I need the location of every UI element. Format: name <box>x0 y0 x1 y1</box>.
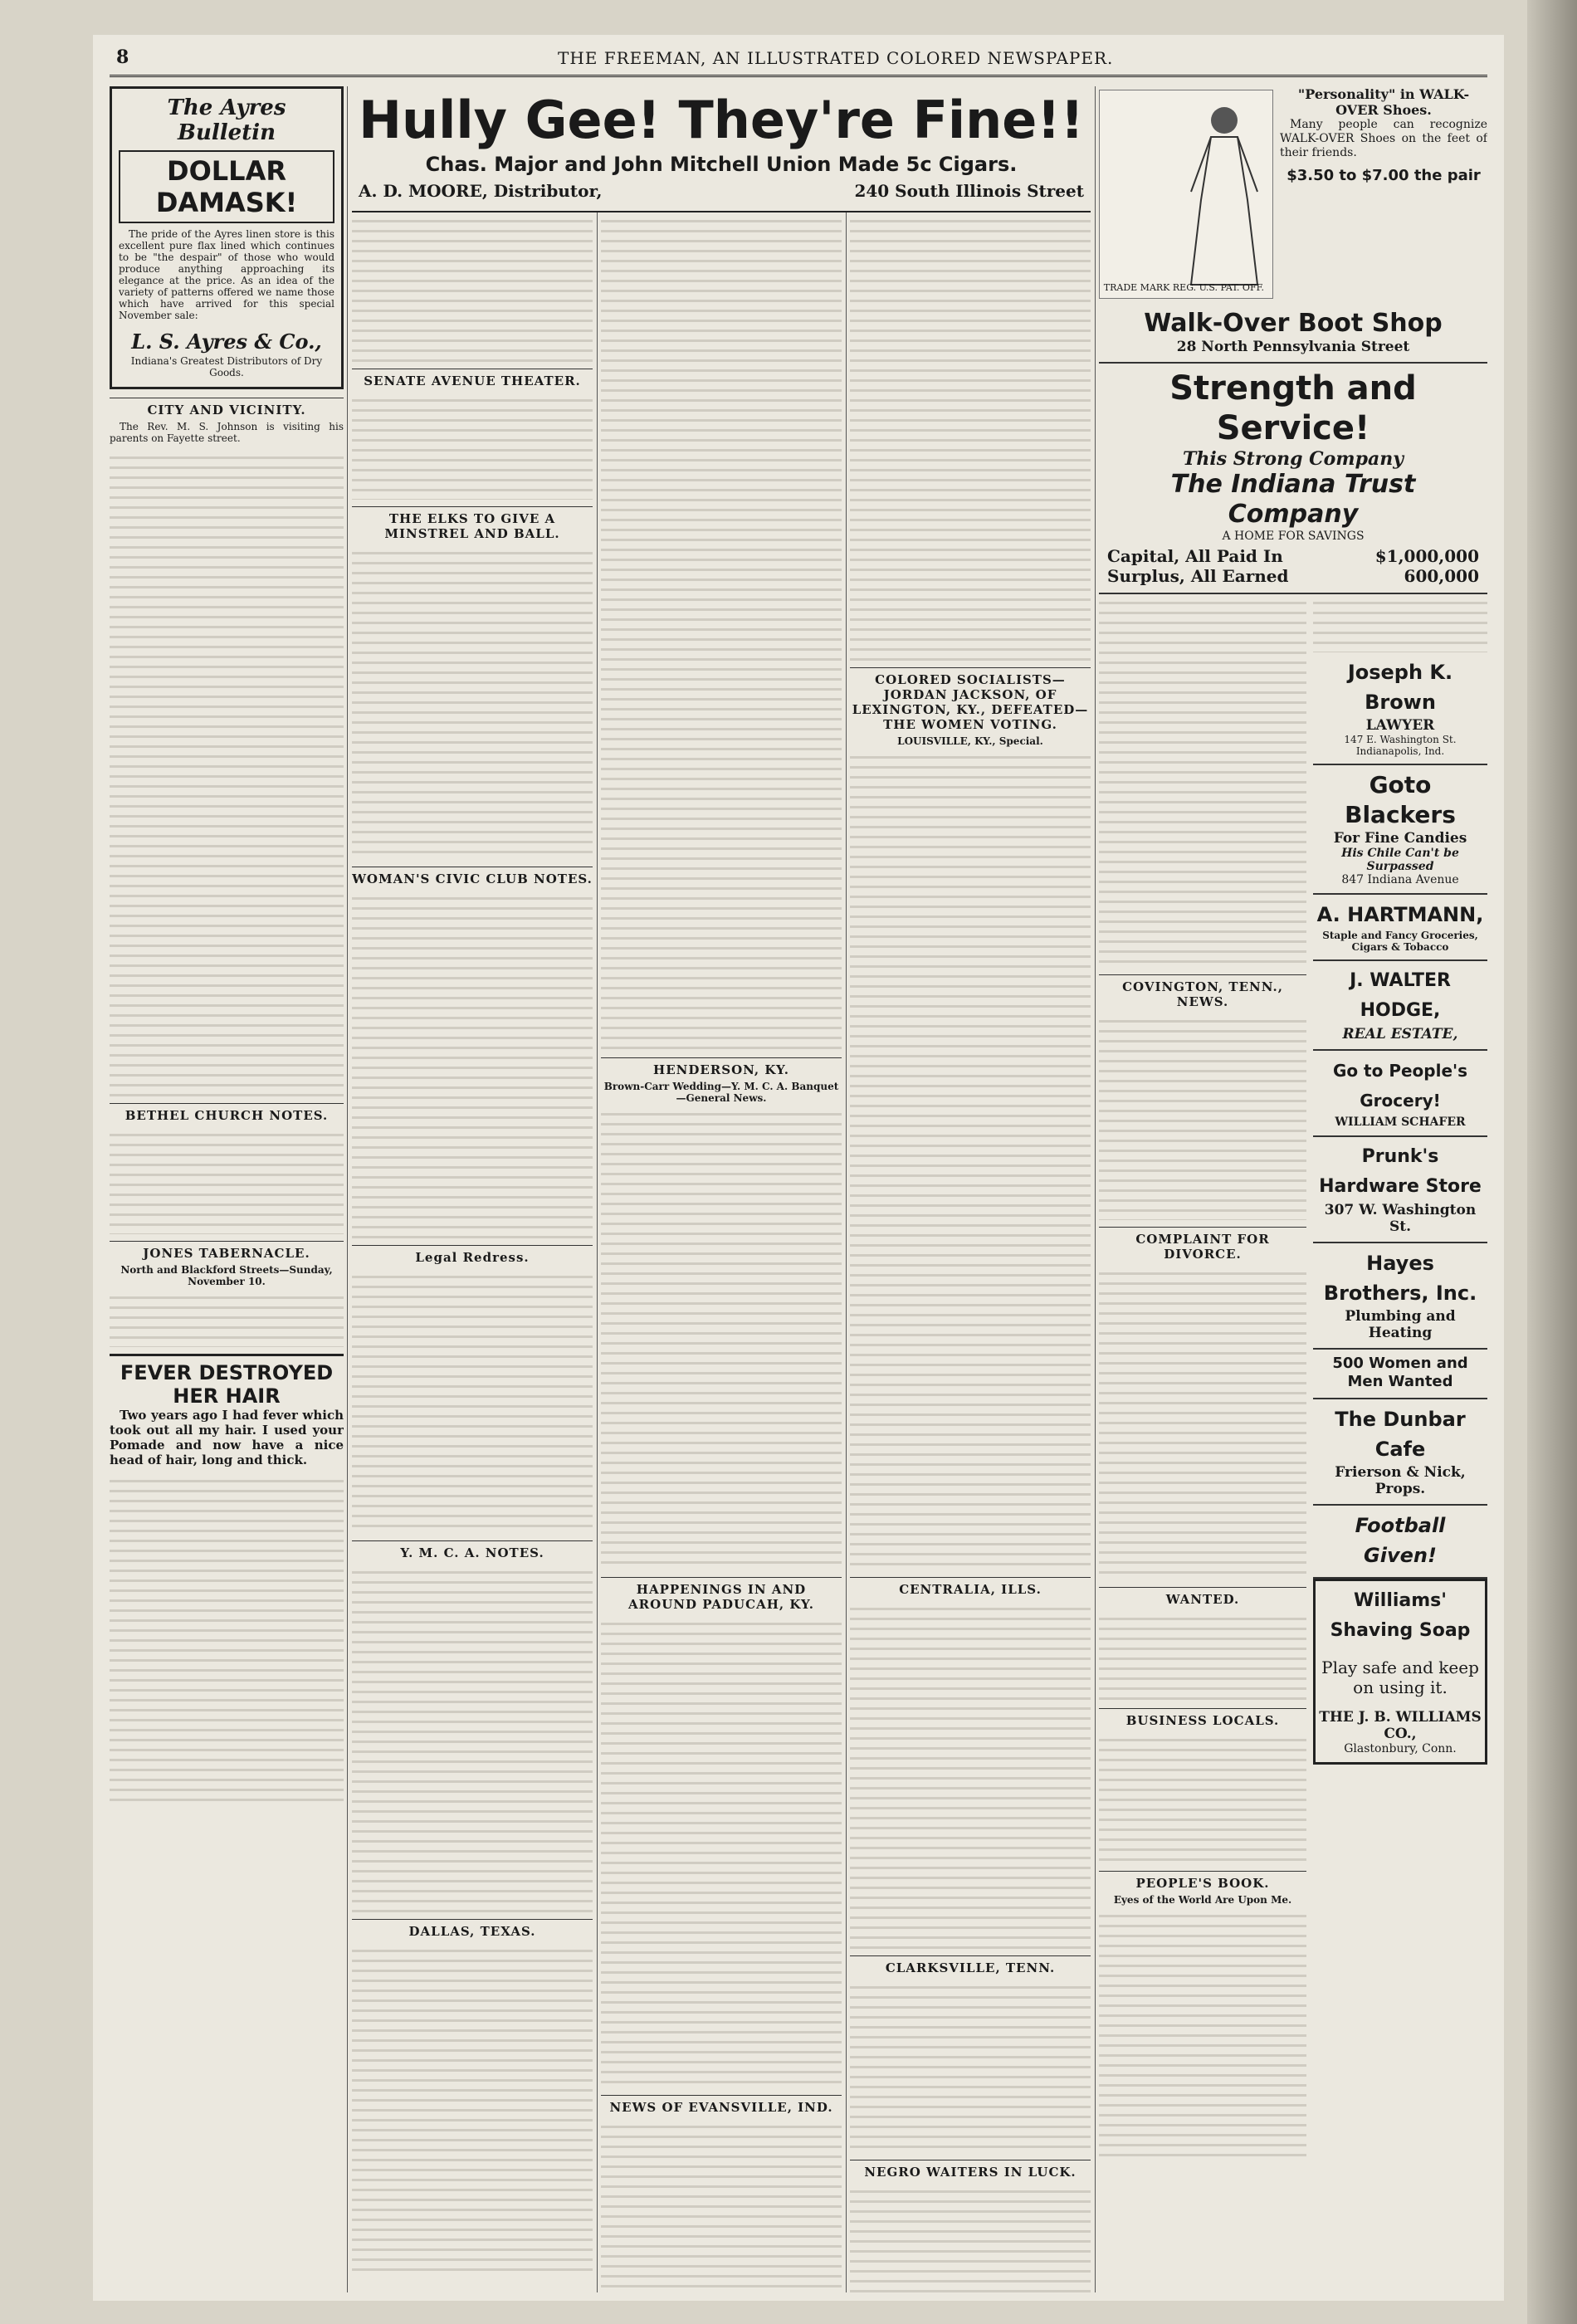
ayres-body: The pride of the Ayres linen store is this excellent pure flax lined which continues to be "the despair" of those who would produce anything approaching its elegance at the price. As an idea of the variety of patterns offered we name those which have arrived for this special November sale: <box>119 228 334 321</box>
text-block <box>352 392 593 500</box>
brown-title: LAWYER <box>1365 717 1435 734</box>
news-subcolumn <box>1099 594 1306 2156</box>
williams-ad <box>1313 1579 1487 1765</box>
text-block <box>1099 1731 1306 1864</box>
dunbar-ad <box>1313 1399 1487 1506</box>
cigar-banner <box>352 86 1091 212</box>
dunbar-props: Frierson & Nick, Props. <box>1335 1464 1466 1497</box>
newspaper-page <box>93 35 1504 2301</box>
walkover-shop-ad <box>1099 304 1487 364</box>
banner-distributor: A. D. MOORE, Distributor, <box>359 181 603 201</box>
text-block <box>850 212 1091 661</box>
bethel-heading: BETHEL CHURCH NOTES. <box>110 1103 344 1123</box>
hodge-sub: REAL ESTATE, <box>1342 1026 1458 1042</box>
waiters-heading: NEGRO WAITERS IN LUCK. <box>850 2160 1091 2180</box>
ayres-tagline: Indiana's Greatest Distributors of Dry Goods. <box>130 355 323 378</box>
peoples-grocery: Go to People's Grocery! <box>1332 1061 1468 1111</box>
peoples-book-heading: PEOPLE'S BOOK. <box>1099 1871 1306 1891</box>
text-block <box>110 1126 344 1234</box>
hartmann-sub: Staple and Fancy Groceries, Cigars & Tobacco <box>1322 930 1478 953</box>
text-block <box>1099 1907 1306 2156</box>
trust-ad <box>1099 364 1487 594</box>
column-5 <box>1099 86 1487 2292</box>
brown-ad <box>1313 652 1487 765</box>
hodge-name: J. WALTER HODGE, <box>1350 970 1451 1021</box>
banner-subhead: Chas. Major and John Mitchell Union Made 5c Cigars. <box>425 153 1018 176</box>
banner-headline: Hully Gee! They're Fine!! <box>359 90 1084 150</box>
text-block <box>352 890 593 1238</box>
text-block <box>352 212 593 362</box>
woman-figure-icon <box>1174 100 1274 288</box>
blackers-ad <box>1313 765 1487 895</box>
brown-address: 147 E. Washington St. Indianapolis, Ind. <box>1344 734 1457 757</box>
dallas-heading: DALLAS, TEXAS. <box>352 1919 593 1939</box>
williams-company: THE J. B. WILLIAMS CO., <box>1319 1709 1482 1742</box>
column-rule <box>846 212 847 2292</box>
walkover-shop: Walk-Over Boot Shop <box>1144 309 1443 338</box>
divorce-heading: COMPLAINT FOR DIVORCE. <box>1099 1227 1306 1262</box>
text-block <box>110 1472 344 1804</box>
page-edge <box>1527 0 1577 2324</box>
paducah-heading: HAPPENINGS IN AND AROUND PADUCAH, KY. <box>601 1577 842 1612</box>
prunk-ad <box>1313 1137 1487 1243</box>
louisville-dateline: LOUISVILLE, KY., Special. <box>897 735 1043 747</box>
blackers-line: His Chile Can't be Surpassed <box>1341 847 1459 873</box>
walkover-illustration <box>1099 90 1273 299</box>
text-block <box>601 1106 842 1570</box>
text-block <box>601 212 842 1051</box>
ayres-headline: DOLLAR DAMASK! <box>119 150 334 223</box>
city-heading: CITY AND VICINITY. <box>110 398 344 417</box>
column-1 <box>110 86 344 2292</box>
strength-headline: Strength and Service! <box>1169 369 1417 447</box>
text-block <box>1099 1013 1306 1220</box>
williams-tagline: Play safe and keep on using it. <box>1321 1658 1479 1697</box>
ayres-ad <box>110 86 344 389</box>
clarksville-heading: CLARKSVILLE, TENN. <box>850 1955 1091 1975</box>
centralia-heading: CENTRALIA, ILLS. <box>850 1577 1091 1597</box>
football-ad <box>1313 1506 1487 1579</box>
peoples-grocery-owner: WILLIAM SCHAFER <box>1335 1116 1466 1129</box>
text-block <box>352 544 593 860</box>
running-head <box>93 45 1504 70</box>
text-block <box>1099 594 1306 968</box>
trust-motto: A HOME FOR SAVINGS <box>1222 530 1365 543</box>
capital-value: $1,000,000 <box>1374 546 1479 566</box>
womens-heading: WOMAN'S CIVIC CLUB NOTES. <box>352 867 593 886</box>
text-block <box>601 2118 842 2292</box>
hayes-name: Hayes Brothers, Inc. <box>1323 1252 1477 1305</box>
surplus-value: 600,000 <box>1404 566 1479 586</box>
column-4 <box>850 212 1091 2292</box>
walkover-address: 28 North Pennsylvania Street <box>1176 339 1410 355</box>
hartmann-name: A. HARTMANN, <box>1316 903 1484 926</box>
blackers-name: Goto Blackers <box>1345 771 1456 828</box>
city-body: The Rev. M. S. Johnson is visiting his parents on Fayette street. <box>110 421 344 444</box>
jones-subhead: North and Blackford Streets—Sunday, November 10. <box>120 1264 333 1287</box>
women-wanted: 500 Women and Men Wanted <box>1332 1355 1468 1390</box>
masthead-title: THE FREEMAN, AN ILLUSTRATED COLORED NEWSPAPER. <box>558 48 1114 68</box>
text-block <box>850 1600 1091 1949</box>
fever-body: Two years ago I had fever which took out all my hair. I used your Pomade and now have a nice head of hair, long and thick. <box>110 1408 344 1467</box>
peoples-grocery-ad <box>1313 1051 1487 1137</box>
williams-city: Glastonbury, Conn. <box>1344 1742 1457 1755</box>
text-block <box>601 1615 842 2088</box>
text-block <box>1099 1265 1306 1580</box>
elks-heading: THE ELKS TO GIVE A MINSTREL AND BALL. <box>352 506 593 541</box>
dunbar-name: The Dunbar Cafe <box>1335 1408 1466 1461</box>
hodge-ad <box>1313 961 1487 1051</box>
ayres-bulletin: The Ayres Bulletin <box>167 95 286 145</box>
fever-heading: FEVER DESTROYED HER HAIR <box>110 1354 344 1408</box>
williams-name: Williams' Shaving Soap <box>1330 1590 1471 1641</box>
column-rule <box>347 86 348 2292</box>
walkover-price: $3.50 to $7.00 the pair <box>1286 167 1481 184</box>
prunk-name: Prunk's Hardware Store <box>1319 1146 1482 1197</box>
capital-label: Capital, All Paid In <box>1107 546 1283 566</box>
column-rule <box>597 212 598 2292</box>
text-block <box>352 1564 593 1912</box>
henderson-subhead: Brown-Carr Wedding—Y. M. C. A. Banquet—General News. <box>603 1081 839 1104</box>
ayres-signature: L. S. Ayres & Co., <box>131 330 322 354</box>
peoples-book-subhead: Eyes of the World Are Upon Me. <box>1113 1894 1292 1906</box>
prunk-address: 307 W. Washington St. <box>1324 1202 1477 1235</box>
blackers-address: 847 Indiana Avenue <box>1341 873 1459 886</box>
head-rule <box>110 75 1487 77</box>
text-block <box>352 1942 593 2274</box>
trademark-caption: TRADE MARK REG. U.S. PAT. OFF. <box>1103 282 1264 293</box>
trust-company: The Indiana Trust Company <box>1170 470 1416 529</box>
column-3 <box>601 212 842 2292</box>
column-rule <box>1095 86 1096 2292</box>
text-block <box>110 1289 344 1347</box>
column-2 <box>352 212 593 2292</box>
senate-heading: SENATE AVENUE THEATER. <box>352 369 593 388</box>
jones-heading: JONES TABERNACLE. <box>110 1241 344 1261</box>
business-heading: BUSINESS LOCALS. <box>1099 1708 1306 1728</box>
women-wanted-ad <box>1313 1350 1487 1399</box>
text-block <box>850 1979 1091 2153</box>
banner-address: 240 South Illinois Street <box>854 181 1084 201</box>
ymca-heading: Y. M. C. A. NOTES. <box>352 1540 593 1560</box>
text-block <box>850 749 1091 1570</box>
walkover-body: Many people can recognize WALK-OVER Shoes on the feet of their friends. <box>1280 118 1487 159</box>
ads-subcolumn <box>1313 594 1487 2156</box>
text-block <box>850 2183 1091 2292</box>
blackers-sub: For Fine Candies <box>1333 830 1467 847</box>
text-block <box>1313 594 1487 652</box>
football-headline: Football Given! <box>1355 1514 1446 1567</box>
text-block <box>110 449 344 1096</box>
socialists-heading: COLORED SOCIALISTS—JORDAN JACKSON, OF LEXINGTON, KY., DEFEATED—THE WOMEN VOTING. <box>850 667 1091 732</box>
brown-name: Joseph K. Brown <box>1347 661 1453 714</box>
text-block <box>1099 1610 1306 1702</box>
page-number: 8 <box>116 46 129 68</box>
legal-heading: Legal Redress. <box>352 1245 593 1265</box>
hayes-sub: Plumbing and Heating <box>1345 1308 1456 1341</box>
hartmann-ad <box>1313 895 1487 961</box>
covington-heading: COVINGTON, TENN., NEWS. <box>1099 974 1306 1009</box>
surplus-label: Surplus, All Earned <box>1107 566 1289 586</box>
evansville-heading: NEWS OF EVANSVILLE, IND. <box>601 2095 842 2115</box>
strength-intro: This Strong Company <box>1183 448 1404 470</box>
henderson-heading: HENDERSON, KY. <box>601 1057 842 1077</box>
hayes-ad <box>1313 1243 1487 1350</box>
walkover-personality: "Personality" in WALK-OVER Shoes. <box>1297 86 1470 118</box>
wanted-heading: WANTED. <box>1099 1587 1306 1607</box>
text-block <box>352 1268 593 1534</box>
